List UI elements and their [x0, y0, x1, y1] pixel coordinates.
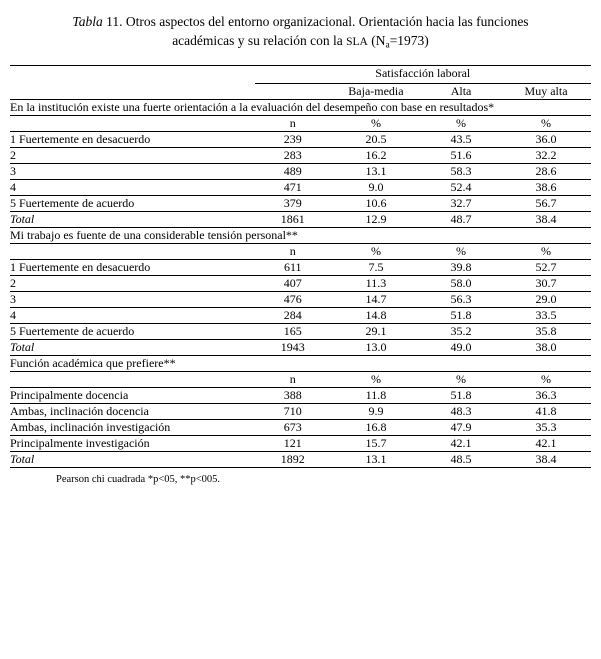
group-subheader-row [10, 244, 591, 260]
caption-number: 11. [106, 14, 123, 29]
row-n: 611 [255, 260, 331, 276]
spanning-header-row [10, 66, 591, 85]
row-n: 476 [255, 292, 331, 308]
row-baja-media: 10.6 [331, 196, 421, 212]
row-n: 407 [255, 276, 331, 292]
row-muy-alta: 30.7 [501, 276, 591, 292]
subheader-pct-muyalta-3: % [501, 372, 591, 388]
row-alta: 42.1 [421, 436, 501, 452]
row-muy-alta: 28.6 [501, 164, 591, 180]
total-n: 1861 [255, 212, 331, 228]
table-row [10, 164, 591, 180]
row-baja-media: 14.8 [331, 308, 421, 324]
row-alta: 51.8 [421, 308, 501, 324]
row-label: Principalmente docencia [10, 388, 255, 404]
group-title-row [10, 228, 591, 244]
row-muy-alta: 36.0 [501, 132, 591, 148]
row-n: 489 [255, 164, 331, 180]
row-muy-alta: 41.8 [501, 404, 591, 420]
row-alta: 51.8 [421, 388, 501, 404]
row-label: 3 [10, 164, 255, 180]
row-muy-alta: 33.5 [501, 308, 591, 324]
row-muy-alta: 29.0 [501, 292, 591, 308]
subheader-n-2: n [255, 244, 331, 260]
row-baja-media: 9.9 [331, 404, 421, 420]
subheader-pct-alta-3: % [421, 372, 501, 388]
table-row [10, 436, 591, 452]
row-alta: 39.8 [421, 260, 501, 276]
row-muy-alta: 52.7 [501, 260, 591, 276]
total-row [10, 452, 591, 468]
col-header-muy-alta: Muy alta [524, 84, 568, 99]
row-n: 283 [255, 148, 331, 164]
subheader-pct-alta-2: % [421, 244, 501, 260]
caption-line2-pre: académicas y su relación con la [172, 33, 347, 48]
table-row [10, 276, 591, 292]
group-title-1: En la institución existe una fuerte orientación a la evaluación del desempeño con base en resultados* [10, 100, 591, 116]
total-alta: 49.0 [421, 340, 501, 356]
table-row [10, 196, 591, 212]
table-row [10, 260, 591, 276]
total-alta: 48.7 [421, 212, 501, 228]
row-n: 165 [255, 324, 331, 340]
table-row [10, 388, 591, 404]
row-label: 4 [10, 308, 255, 324]
row-alta: 52.4 [421, 180, 501, 196]
row-baja-media: 9.0 [331, 180, 421, 196]
caption-line1: Otros aspectos del entorno organizacional. Orientación hacia las funciones [125, 14, 529, 29]
row-n: 239 [255, 132, 331, 148]
total-alta: 48.5 [421, 452, 501, 468]
group-title-2: Mi trabajo es fuente de una considerable tensión personal** [10, 228, 591, 244]
spanning-header-label: Satisfacción laboral [255, 66, 591, 84]
subheader-pct-alta-1: % [421, 116, 501, 132]
row-baja-media: 20.5 [331, 132, 421, 148]
row-label: 4 [10, 180, 255, 196]
caption-label: Tabla [72, 14, 103, 29]
col-header-n-blank [255, 84, 331, 100]
subheader-n-1: n [255, 116, 331, 132]
row-label: 5 Fuertemente de acuerdo [10, 324, 255, 340]
total-label: Total [10, 452, 255, 468]
group-title-row [10, 100, 591, 116]
total-baja-media: 12.9 [331, 212, 421, 228]
row-baja-media: 11.8 [331, 388, 421, 404]
row-n: 471 [255, 180, 331, 196]
total-baja-media: 13.1 [331, 452, 421, 468]
caption-sla: SLA [346, 36, 368, 48]
row-alta: 51.6 [421, 148, 501, 164]
row-n: 710 [255, 404, 331, 420]
row-label: Principalmente investigación [10, 436, 255, 452]
total-row [10, 212, 591, 228]
subheader-spacer-3 [10, 372, 255, 388]
caption-line2-post: (N [367, 33, 386, 48]
table-row [10, 292, 591, 308]
total-baja-media: 13.0 [331, 340, 421, 356]
row-alta: 35.2 [421, 324, 501, 340]
total-row [10, 340, 591, 356]
table-row [10, 324, 591, 340]
subheader-pct-bm-1: % [331, 116, 421, 132]
row-baja-media: 15.7 [331, 436, 421, 452]
row-baja-media: 13.1 [331, 164, 421, 180]
subheader-pct-bm-3: % [331, 372, 421, 388]
row-alta: 56.3 [421, 292, 501, 308]
row-alta: 47.9 [421, 420, 501, 436]
row-muy-alta: 35.3 [501, 420, 591, 436]
row-muy-alta: 32.2 [501, 148, 591, 164]
row-label: 2 [10, 148, 255, 164]
row-label: Ambas, inclinación investigación [10, 420, 255, 436]
subheader-spacer-2 [10, 244, 255, 260]
column-header-row [10, 84, 591, 100]
subheader-pct-muyalta-1: % [501, 116, 591, 132]
subheader-spacer-1 [10, 116, 255, 132]
row-alta: 43.5 [421, 132, 501, 148]
row-n: 379 [255, 196, 331, 212]
col-header-alta: Alta [450, 84, 472, 99]
subheader-pct-muyalta-2: % [501, 244, 591, 260]
row-label: 5 Fuertemente de acuerdo [10, 196, 255, 212]
row-alta: 48.3 [421, 404, 501, 420]
row-baja-media: 16.8 [331, 420, 421, 436]
spanning-header-cell [255, 66, 591, 85]
row-muy-alta: 35.8 [501, 324, 591, 340]
total-label: Total [10, 340, 255, 356]
row-label: 1 Fuertemente en desacuerdo [10, 132, 255, 148]
row-baja-media: 14.7 [331, 292, 421, 308]
total-n: 1892 [255, 452, 331, 468]
caption-line2-end: =1973) [389, 33, 429, 48]
row-alta: 32.7 [421, 196, 501, 212]
row-n: 388 [255, 388, 331, 404]
table-row [10, 404, 591, 420]
total-label: Total [10, 212, 255, 228]
row-label: Ambas, inclinación docencia [10, 404, 255, 420]
row-muy-alta: 56.7 [501, 196, 591, 212]
total-muy-alta: 38.4 [501, 212, 591, 228]
subheader-pct-bm-2: % [331, 244, 421, 260]
row-n: 121 [255, 436, 331, 452]
group-title-3: Función académica que prefiere** [10, 356, 591, 372]
row-n: 673 [255, 420, 331, 436]
row-muy-alta: 42.1 [501, 436, 591, 452]
spanning-header-spacer [10, 66, 255, 85]
table-row [10, 148, 591, 164]
row-muy-alta: 36.3 [501, 388, 591, 404]
total-muy-alta: 38.4 [501, 452, 591, 468]
row-label: 3 [10, 292, 255, 308]
row-baja-media: 16.2 [331, 148, 421, 164]
group-subheader-row [10, 372, 591, 388]
table-row [10, 132, 591, 148]
col-header-label [10, 84, 255, 100]
row-label: 1 Fuertemente en desacuerdo [10, 260, 255, 276]
row-baja-media: 7.5 [331, 260, 421, 276]
col-header-baja-media: Baja-media [348, 84, 404, 99]
table-row [10, 180, 591, 196]
table-row [10, 308, 591, 324]
row-muy-alta: 38.6 [501, 180, 591, 196]
group-title-row [10, 356, 591, 372]
row-label: 2 [10, 276, 255, 292]
table-caption [26, 12, 575, 55]
group-subheader-row [10, 116, 591, 132]
row-n: 284 [255, 308, 331, 324]
total-muy-alta: 38.0 [501, 340, 591, 356]
caption-subscript: a [385, 40, 390, 51]
row-alta: 58.0 [421, 276, 501, 292]
total-n: 1943 [255, 340, 331, 356]
row-baja-media: 11.3 [331, 276, 421, 292]
subheader-n-3: n [255, 372, 331, 388]
row-baja-media: 29.1 [331, 324, 421, 340]
row-alta: 58.3 [421, 164, 501, 180]
table-footnote: Pearson chi cuadrada *p<05, **p<005. [56, 474, 221, 486]
results-table [10, 65, 591, 468]
table-row [10, 420, 591, 436]
